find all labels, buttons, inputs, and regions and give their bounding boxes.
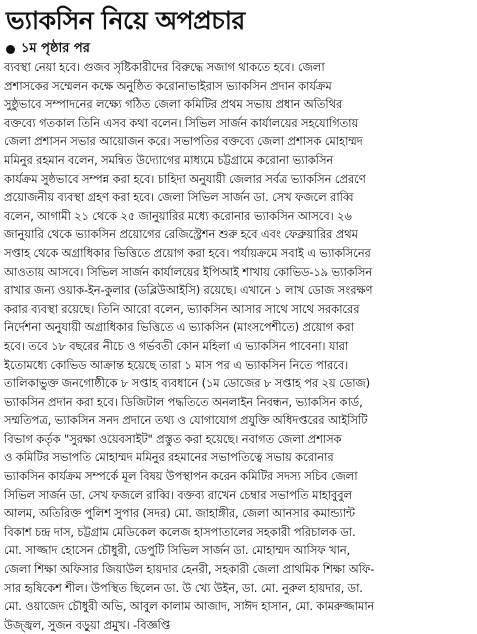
- body-line: উজ্জ্বল, সুজন বড়ুয়া প্রমুখ। -বিজ্ঞপ্তি: [4, 617, 171, 632]
- body-line: সিভিল সার্জন ডা. সেখ ফজলে রাব্বি। বক্তব্য রাখেন চেম্বার সভাপতি মাহাবুবুল: [4, 487, 352, 502]
- body-line: নির্দেশনা অনুযায়ী অগ্রাধিকার ভিত্তিতে এ ভ্যাকসিন (মাংসপেশীতে) প্রয়োগ করা: [4, 320, 354, 335]
- body-line: করার ব্যবস্থা রয়েছে। তিনি আরো বলেন, ভ্যাকসিন আসার সাথে সাথে সরকারের: [4, 301, 360, 316]
- body-line: প্রয়োজনীয় ব্যবস্থা গ্রহণ করা হবে। জেলা সিভিল সার্জন ডা. সেখ ফজলে রাব্বি: [4, 190, 354, 205]
- body-line: সপ্তাহ থেকে অগ্রাধিকার ভিত্তিতে প্রয়োগ করা হবে। পর্যায়ক্রমে সবাই এ ভ্যাকসিনের: [4, 245, 371, 260]
- body-line: ভ্যাকসিন কার্যক্রম সম্পর্কে মূল বিষয় উপস্থাপন করেন কমিটির সদস্য সচিব জেলা: [4, 469, 358, 484]
- body-line: ব্যবস্থা নেয়া হবে। গুজব সৃষ্টিকারীদের বিরুদ্ধে সজাগ থাকতে হবে। জেলা: [4, 60, 325, 74]
- body-line: কার্যক্রম সুষ্ঠভাবে সম্পন্ন করা হবে। চাহিদা অনুযায়ী জেলার সর্বত্র ভ্যাকসিন প্রেরণে: [4, 171, 366, 186]
- body-line: সুষ্ঠুভাবে সম্পাদনের লক্ষ্যে গঠিত জেলা কমিটির প্রথম সভায় প্রধান অতিথির: [4, 97, 343, 112]
- body-line: বিকাশ চন্দ্র দাস, চট্টগ্রাম মেডিকেল কলেজ হাসপাতালের সহকারী পরিচালক ডা.: [4, 524, 356, 539]
- headline: ভ্যাকসিন নিয়ে অপপ্রচার: [6, 6, 245, 35]
- article-body: [4, 58, 473, 632]
- bullet-dot-icon: [6, 45, 15, 54]
- body-line: আলম, অতিরিক্ত পুলিশ সুপার (সদর) মো. জাহাঙ্গীর, জেলা আনসার কমান্ড্যান্ট: [4, 506, 355, 521]
- body-line: জেলা শিক্ষা অফিসার জিয়াউল হায়দার হেনরী, সহকারী জেলা প্রাথমিক শিক্ষা অফি-: [4, 562, 375, 577]
- body-line: বক্তব্যে গতকাল তিনি এসব কথা বলেন। সিভিল সার্জন কার্যালয়ের সহযোগিতায়: [4, 115, 359, 130]
- body-line: জেলা প্রশাসন সভার আয়োজন করে। সভাপতির বক্তব্যে জেলা প্রশাসক মোহাম্মদ: [4, 134, 363, 149]
- body-line: ইতোমধ্যে কোভিড আক্রান্ত হয়েছে তারা ১ মাস পর এ ভ্যাকসিন নিতে পারবে।: [4, 357, 349, 372]
- body-line: বিভাগ কর্তৃক "সুরক্ষা ওয়েবসাইট" প্রস্তুত করা হয়েছে। নবাগত জেলা প্রশাসক: [4, 431, 342, 446]
- body-line: সার হৃষিকেশ শীল। উপস্থিত ছিলেন ডা. উ খ্যে উইন, ডা. মো. নুরুল হায়দার, ডা.: [4, 580, 363, 595]
- continuation-label: [6, 40, 90, 58]
- body-line: প্রশাসকের সম্মেলন কক্ষে অনুষ্ঠিত করোনাভাইরাস ভ্যাকসিন প্রদান কার্যক্রম: [4, 78, 332, 93]
- body-line: তালিকাভুক্ত জনগোষ্ঠীকে ৮ সপ্তাহ ব্যবধানে (১ম ডোজের ৮ সপ্তাহ পর ২য় ডোজ): [4, 376, 370, 391]
- body-line: ও কমিটির সভাপতি মোহাম্মদ মমিনুর রহমানের সভাপতিত্বে সভায় করোনার: [4, 450, 334, 465]
- body-line: জানুয়ারি থেকে ভ্যাকসিন প্রয়োগের রেজিস্ট্রেশন শুরু হবে এবং ফেব্রুয়ারির প্রথম: [4, 227, 358, 242]
- body-line: মো. ওয়াজেদ চৌধুরী অভি, আবুল কালাম আজাদ, সাঈদ হাসান, মো. কামরুজ্জামান: [4, 599, 375, 614]
- body-line: হবে। তবে ১৮ বছরের নীচে ও গর্ভবতী কোন মহিলা এ ভ্যাকসিন পাবেনা। যারা: [4, 338, 349, 353]
- body-line: মমিনুর রহমান বলেন, সমন্বিত উদ্যোগের মাধ্যমে চট্টগ্রামে করোনা ভ্যাকসিন: [4, 152, 334, 167]
- body-line: বলেন, আগামী ২১ থেকে ২৫ জানুয়ারির মধ্যে করোনার ভ্যাকসিন আসবে। ২৬: [4, 208, 352, 223]
- body-line: ভ্যাকসিন প্রদান করা হবে। ডিজিটাল পদ্ধতিতে অনলাইন নিবন্ধন, ভ্যাকসিন কার্ড,: [4, 394, 363, 409]
- body-line: সম্মতিপত্র, ভ্যাকসিন সনদ প্রদানে তথ্য ও যোগাযোগ প্রযুক্তি অধিদপ্তরের আইসিটি: [4, 413, 368, 428]
- body-line: মো. সাজ্জাদ হোসেন চৌধুরী, ডেপুটি সিভিল সার্জন ডা. মোহাম্মদ আসিফ খান,: [4, 543, 351, 558]
- body-line: রাখার জন্য ওয়াক-ইন-কুলার (ডব্লিউআইসি) রয়েছে। এখানে ১ লাখ ডোজ সংরক্ষণ: [4, 283, 373, 298]
- body-line: আওতায় আসবে। সিভিল সার্জন কার্যালয়ের ইপিআই শাখায় কোভিড-১৯ ভ্যাকসিন: [4, 264, 373, 279]
- continuation-text: ১ম পৃষ্ঠার পর: [21, 41, 90, 56]
